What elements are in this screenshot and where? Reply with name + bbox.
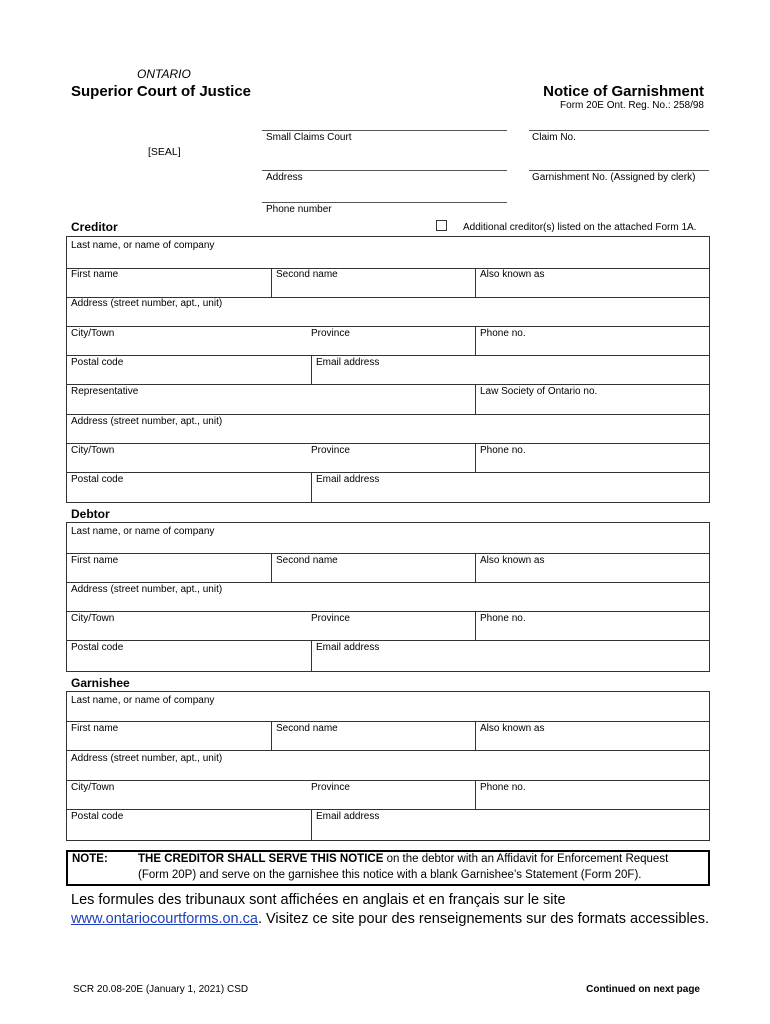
debtor-email-input[interactable] (315, 654, 707, 669)
garnishment-no-field[interactable] (531, 156, 707, 170)
lso-number-label: Law Society of Ontario no. (480, 386, 598, 397)
creditor-last-name-label: Last name, or name of company (71, 240, 215, 251)
debtor-city-input[interactable] (70, 624, 308, 639)
rep-postal-input[interactable] (70, 486, 308, 501)
garnishee-city-input[interactable] (70, 793, 308, 808)
rep-address-input[interactable] (70, 427, 706, 442)
garnishee-email-label: Email address (316, 811, 380, 822)
garnishee-second-name-label: Second name (276, 723, 338, 734)
garnishee-aka-label: Also known as (480, 723, 545, 734)
debtor-first-name-input[interactable] (70, 566, 268, 581)
french-notice-rest: . Visitez ce site pour des renseignements sur des formats accessibles. (257, 911, 710, 927)
garnishee-second-name-input[interactable] (275, 735, 473, 749)
rep-address-label: Address (street number, apt., unit) (71, 416, 223, 427)
rep-phone-input[interactable] (479, 456, 707, 471)
debtor-email-label: Email address (316, 642, 380, 653)
province-label: ONTARIO (137, 67, 191, 81)
creditor-email-label: Email address (316, 357, 380, 368)
seal-label: [SEAL] (148, 146, 181, 158)
debtor-second-name-label: Second name (276, 555, 338, 566)
creditor-phone-label: Phone no. (480, 328, 526, 339)
debtor-postal-input[interactable] (70, 654, 308, 669)
creditor-first-name-label: First name (71, 269, 119, 280)
creditor-second-name-label: Second name (276, 269, 338, 280)
form-code: SCR 20.08-20E (January 1, 2021) CSD (73, 984, 249, 995)
garnishee-address-label: Address (street number, apt., unit) (71, 753, 223, 764)
note-line-1 (138, 853, 668, 865)
rep-phone-label: Phone no. (480, 445, 526, 456)
creditor-city-input[interactable] (70, 339, 308, 354)
french-notice-line-1: Les formules des tribunaux sont affichées en anglais et en français sur le site (71, 892, 566, 908)
garnishee-phone-input[interactable] (479, 793, 707, 808)
note-bold-text: THE CREDITOR SHALL SERVE THIS NOTICE (138, 853, 384, 865)
court-address-label: Address (266, 172, 303, 183)
creditor-email-input[interactable] (315, 368, 707, 383)
garnishee-phone-label: Phone no. (480, 782, 526, 793)
creditor-city-label: City/Town (71, 328, 115, 339)
creditor-last-name-input[interactable] (70, 252, 706, 267)
garnishee-province-label: Province (311, 782, 350, 793)
court-forms-link[interactable]: www.ontariocourtforms.on.ca (71, 911, 258, 927)
claim-no-line (529, 130, 709, 131)
debtor-first-name-label: First name (71, 555, 119, 566)
continued-label: Continued on next page (586, 984, 700, 995)
debtor-aka-label: Also known as (480, 555, 545, 566)
creditor-aka-label: Also known as (480, 269, 545, 280)
debtor-address-label: Address (street number, apt., unit) (71, 584, 223, 595)
form-title: Notice of Garnishment (543, 83, 704, 100)
debtor-heading: Debtor (71, 507, 110, 521)
phone-line (262, 202, 507, 203)
garnishee-address-input[interactable] (70, 764, 706, 779)
debtor-province-label: Province (311, 613, 350, 624)
debtor-city-label: City/Town (71, 613, 115, 624)
debtor-phone-label: Phone no. (480, 613, 526, 624)
debtor-second-name-input[interactable] (275, 566, 473, 581)
debtor-province-input[interactable] (311, 624, 473, 639)
form-reference: Form 20E Ont. Reg. No.: 258/98 (560, 100, 704, 111)
garnishee-first-name-label: First name (71, 723, 119, 734)
note-rest-text: on the debtor with an Affidavit for Enforcement Request (383, 853, 669, 865)
creditor-first-name-input[interactable] (70, 281, 268, 296)
court-phone-field[interactable] (264, 188, 504, 202)
rep-province-input[interactable] (311, 456, 473, 471)
creditor-second-name-input[interactable] (275, 281, 473, 296)
garnishee-province-input[interactable] (311, 793, 473, 808)
rep-email-input[interactable] (315, 486, 707, 501)
representative-label: Representative (71, 386, 139, 397)
garnishee-email-input[interactable] (315, 823, 707, 838)
rep-city-input[interactable] (70, 456, 308, 471)
claim-no-label: Claim No. (532, 132, 576, 143)
garnishee-first-name-input[interactable] (70, 735, 268, 749)
rep-postal-label: Postal code (71, 474, 124, 485)
additional-creditors-label: Additional creditor(s) listed on the attached Form 1A. (463, 222, 697, 233)
court-name: Superior Court of Justice (71, 83, 252, 100)
creditor-address-input[interactable] (70, 310, 706, 325)
representative-input[interactable] (70, 398, 472, 413)
debtor-postal-label: Postal code (71, 642, 124, 653)
additional-creditors-checkbox[interactable] (436, 220, 447, 231)
lso-number-input[interactable] (479, 398, 707, 413)
garnishment-no-label: Garnishment No. (Assigned by clerk) (532, 172, 696, 183)
debtor-last-name-input[interactable] (70, 537, 706, 552)
creditor-address-label: Address (street number, apt., unit) (71, 298, 223, 309)
rep-email-label: Email address (316, 474, 380, 485)
french-notice-line-2 (71, 911, 709, 927)
garnishee-last-name-label: Last name, or name of company (71, 695, 215, 706)
claim-no-field[interactable] (531, 116, 707, 130)
creditor-postal-input[interactable] (70, 368, 308, 383)
court-phone-label: Phone number (266, 204, 332, 215)
rep-province-label: Province (311, 445, 350, 456)
debtor-address-input[interactable] (70, 595, 706, 610)
court-line (262, 130, 507, 131)
garnishee-aka-input[interactable] (479, 735, 707, 749)
address-line (262, 170, 507, 171)
debtor-aka-input[interactable] (479, 566, 707, 581)
garnishee-postal-input[interactable] (70, 823, 308, 838)
note-label: NOTE: (72, 853, 108, 865)
note-line-2: (Form 20P) and serve on the garnishee this notice with a blank Garnishee’s Statement (Form 20F). (138, 869, 642, 881)
court-address-field[interactable] (264, 156, 504, 170)
debtor-last-name-label: Last name, or name of company (71, 526, 215, 537)
garnishee-heading: Garnishee (71, 676, 130, 690)
garnishment-no-line (529, 170, 709, 171)
rep-city-label: City/Town (71, 445, 115, 456)
garnishee-city-label: City/Town (71, 782, 115, 793)
small-claims-court-field[interactable] (264, 116, 504, 130)
small-claims-court-label: Small Claims Court (266, 132, 352, 143)
creditor-aka-input[interactable] (479, 281, 707, 296)
garnishee-postal-label: Postal code (71, 811, 124, 822)
creditor-province-label: Province (311, 328, 350, 339)
creditor-province-input[interactable] (311, 339, 473, 354)
creditor-postal-label: Postal code (71, 357, 124, 368)
creditor-phone-input[interactable] (479, 339, 707, 354)
garnishee-last-name-input[interactable] (70, 706, 706, 720)
creditor-heading: Creditor (71, 220, 118, 234)
debtor-phone-input[interactable] (479, 624, 707, 639)
